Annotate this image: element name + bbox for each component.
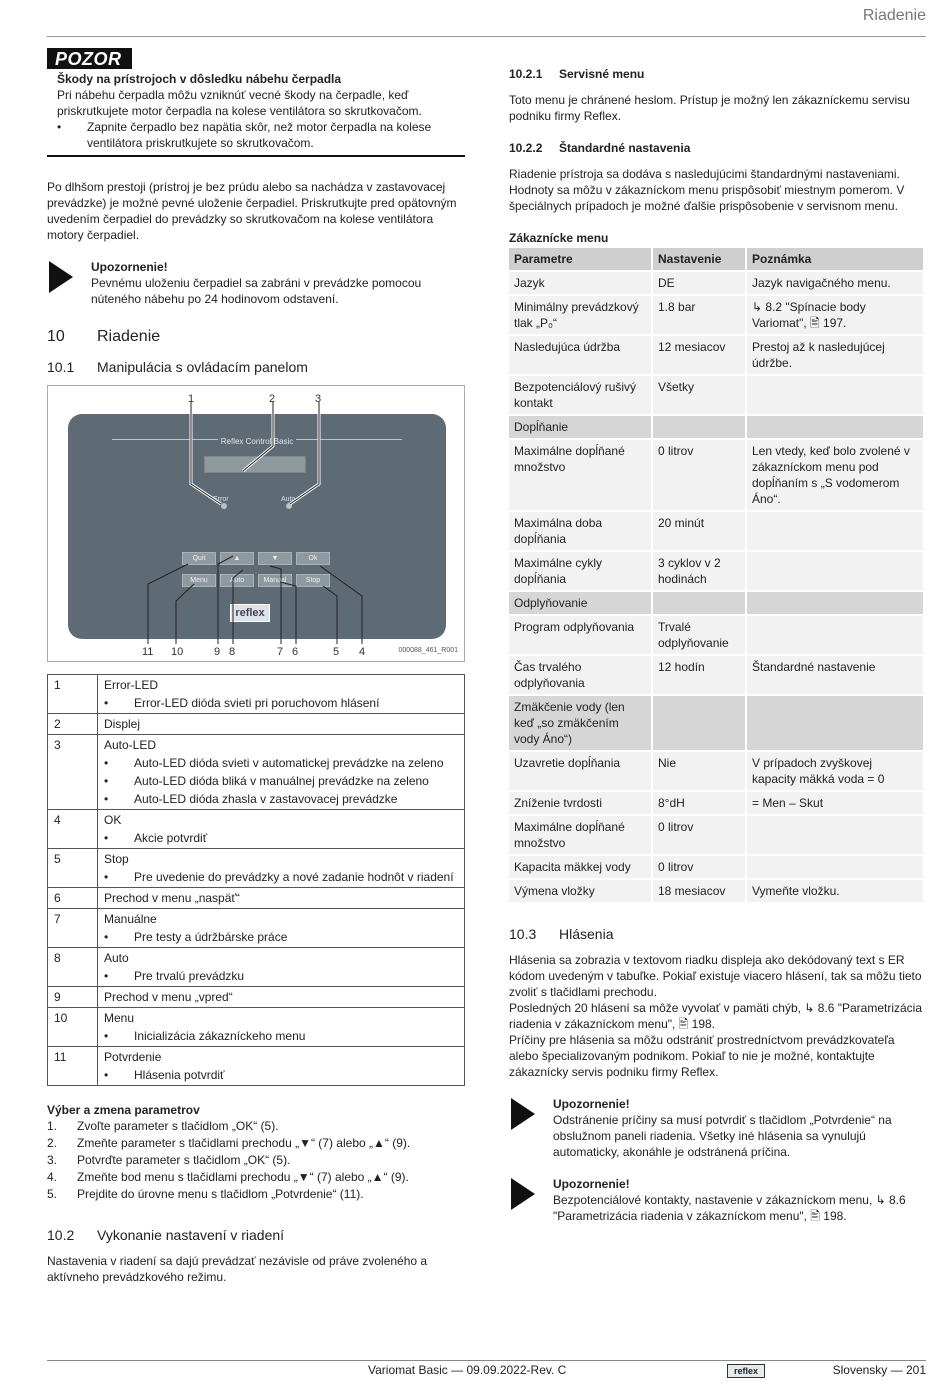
bullet-mark: •: [104, 774, 109, 788]
legend-description: [98, 849, 465, 888]
setting-cell: 20 minút: [653, 512, 745, 550]
note-cell: Štandardné nastavenie: [747, 656, 923, 694]
legend-description: [98, 909, 465, 948]
legend-label: Error-LED: [104, 678, 159, 692]
callout-5: 5: [333, 646, 340, 658]
section-10-2-1-heading: [509, 66, 927, 82]
step-item: [47, 1152, 465, 1169]
step-item: [47, 1135, 465, 1152]
parameter-cell: Odplyňovanie: [509, 592, 651, 614]
legend-number: 6: [48, 888, 98, 909]
section-10-1-num: 10.1: [47, 359, 75, 375]
warning-box: [47, 69, 465, 157]
legend-sub-text: Hlásenia potvrdiť: [134, 1068, 225, 1082]
parameter-cell: Program odplyňovania: [509, 616, 651, 654]
stop-button[interactable]: Stop: [296, 574, 330, 587]
legend-row: [48, 849, 465, 888]
legend-label: Stop: [104, 852, 129, 866]
setting-cell: Všetky: [653, 376, 745, 414]
note-arrow-icon: [511, 1178, 535, 1210]
ok-button[interactable]: Ok: [296, 552, 330, 565]
menu-button[interactable]: Menu: [182, 574, 216, 587]
manual-button[interactable]: Manual: [258, 574, 292, 587]
down-button[interactable]: ▼: [258, 552, 292, 565]
legend-sub-item: [104, 868, 458, 886]
legend-description: [98, 1008, 465, 1047]
section-10-2-2-text: Riadenie prístroja sa dodáva s nasledujúcimi štandardnými nastaveniami. Hodnoty sa môžu v zákazníckom menu prispôsobiť miestnym pomerom. V špeciálnych prípadoch je možné ďalšie prispôsobenie v servisnom menu.: [509, 167, 905, 213]
running-title: Riadenie: [862, 7, 926, 24]
parameter-cell: Dopĺňanie: [509, 416, 651, 438]
table-row: [509, 440, 923, 510]
setting-cell: [653, 696, 745, 750]
note-cell: Jazyk navigačného menu.: [747, 272, 923, 294]
setting-cell: Trvalé odplyňovanie: [653, 616, 745, 654]
legend-label: OK: [104, 813, 122, 827]
bullet-mark: •: [104, 969, 109, 983]
callout-7: 7: [277, 646, 284, 658]
table-row: [509, 552, 923, 590]
setting-cell: 12 hodín: [653, 656, 745, 694]
note-1-text: Pevnému uloženiu čerpadiel sa zabráni v prevádzke pomocou núteného nábehu po 24 hodinovom odstavení.: [91, 276, 422, 306]
legend-row: [48, 1008, 465, 1047]
legend-number: 9: [48, 987, 98, 1008]
quit-button[interactable]: Quit: [182, 552, 216, 565]
bullet-mark: •: [57, 120, 62, 134]
legend-description: [98, 987, 465, 1008]
reflex-logo: reflex: [230, 604, 270, 622]
legend-sub-item: [104, 772, 458, 790]
legend-sub-item: [104, 790, 458, 808]
legend-description: [98, 714, 465, 735]
legend-sub-text: Pre trvalú prevádzku: [134, 969, 245, 983]
note-cell: Vymeňte vložku.: [747, 880, 923, 902]
legend-row: [48, 1047, 465, 1086]
warning-bullet-text: Zapnite čerpadlo bez napätia skôr, než motor čerpadla na kolese ventilátora priskrutkujete so skrutkovačom.: [87, 120, 432, 150]
setting-cell: 0 litrov: [653, 856, 745, 878]
section-10-2-heading: [47, 1227, 465, 1243]
legend-sub-text: Auto-LED dióda zhasla v zastavovacej prevádzke: [134, 792, 398, 806]
note-3-title: Upozornenie!: [553, 1177, 630, 1191]
note-arrow-icon: [511, 1098, 535, 1130]
legend-sub-item: [104, 1027, 458, 1045]
table-group-row: [509, 696, 923, 750]
step-text: Potvrďte parameter s tlačidlom „OK“ (5).: [77, 1153, 291, 1167]
section-10-3-p2: Posledných 20 hlásení sa môže vyvolať v pamäti chýb, ↳ 8.6 "Parametrizácia riadenia v zákazníckom menu", 🖹 198.: [509, 1001, 923, 1031]
legend-label: Potvrdenie: [104, 1050, 162, 1064]
note-cell: [747, 512, 923, 550]
step-text: Zmeňte parameter s tlačidlami prechodu „▼“ (7) alebo „▲“ (9).: [77, 1136, 411, 1150]
table-row: [509, 336, 923, 374]
legend-label: Auto: [104, 951, 129, 965]
footer-page-info: Slovensky — 201: [832, 1363, 926, 1377]
setting-cell: 12 mesiacov: [653, 336, 745, 374]
step-item: [47, 1169, 465, 1186]
table-row: [509, 816, 923, 854]
legend-number: 1: [48, 675, 98, 714]
note-3: [509, 1176, 927, 1224]
legend-label: Prechod v menu „naspäť“: [104, 891, 240, 905]
legend-sub-text: Auto-LED dióda bliká v manuálnej prevádzke na zeleno: [134, 774, 429, 788]
table-row: [509, 272, 923, 294]
callout-1: 1: [188, 393, 195, 405]
legend-label: Displej: [104, 717, 141, 731]
note-cell: [747, 416, 923, 438]
table-group-row: [509, 416, 923, 438]
note-2-title: Upozornenie!: [553, 1097, 630, 1111]
setting-cell: Nie: [653, 752, 745, 790]
setting-cell: 1.8 bar: [653, 296, 745, 334]
legend-sub-item: [104, 694, 458, 712]
left-column: [47, 48, 465, 1285]
right-column: [509, 66, 927, 1224]
parameter-cell: Maximálne cykly dopĺňania: [509, 552, 651, 590]
legend-sub-item: [104, 829, 458, 847]
table-row: [509, 656, 923, 694]
bullet-mark: •: [104, 792, 109, 806]
table-row: [509, 296, 923, 334]
legend-row: [48, 735, 465, 810]
parameter-cell: Maximálne dopĺňané množstvo: [509, 440, 651, 510]
legend-label: Menu: [104, 1011, 135, 1025]
up-button[interactable]: ▲: [220, 552, 254, 565]
header-poznamka: Poznámka: [747, 248, 923, 270]
parameter-cell: Výmena vložky: [509, 880, 651, 902]
legend-label: Auto-LED: [104, 738, 157, 752]
note-cell: [747, 816, 923, 854]
step-number: 1.: [47, 1119, 58, 1133]
parameter-cell: Bezpotenciálový rušivý kontakt: [509, 376, 651, 414]
section-10-2-2-title: Štandardné nastavenia: [559, 141, 691, 155]
parameter-cell: Maximálne dopĺňané množstvo: [509, 816, 651, 854]
legend-sub-item: [104, 928, 458, 946]
header-parametre: Parametre: [509, 248, 651, 270]
note-cell: [747, 616, 923, 654]
note-cell: [747, 856, 923, 878]
table-row: [509, 512, 923, 550]
section-10-2-1-num: 10.2.1: [509, 67, 543, 81]
steps-list: [47, 1118, 465, 1203]
footer-doc-info: Variomat Basic — 09.09.2022-Rev. C: [368, 1363, 567, 1377]
section-10-3-title: Hlásenia: [559, 926, 614, 942]
parameter-cell: Maximálna doba dopĺňania: [509, 512, 651, 550]
steps-title: Výber a zmena parametrov: [47, 1103, 200, 1117]
note-2: [509, 1096, 927, 1160]
legend-description: [98, 810, 465, 849]
step-number: 5.: [47, 1187, 58, 1201]
warning-text: Pri nábehu čerpadla môžu vzniknúť vecné škody na čerpadle, keď priskrutkujete motor čerpadla na kolese ventilátora so skrutkovačom.: [57, 88, 422, 118]
footer-reflex-logo: reflex: [727, 1364, 765, 1378]
bullet-mark: •: [104, 696, 109, 710]
table-row: [509, 792, 923, 814]
note-cell: [747, 552, 923, 590]
section-10-num: 10: [47, 328, 65, 345]
setting-cell: 18 mesiacov: [653, 880, 745, 902]
bullet-mark: •: [104, 930, 109, 944]
legend-row: [48, 888, 465, 909]
bullet-mark: •: [104, 831, 109, 845]
legend-row: [48, 987, 465, 1008]
table-row: [509, 856, 923, 878]
warning-tag: POZOR: [47, 48, 132, 69]
step-item: [47, 1186, 465, 1203]
step-number: 4.: [47, 1170, 58, 1184]
legend-sub-text: Akcie potvrdiť: [134, 831, 208, 845]
legend-table: [47, 674, 465, 1086]
customer-menu-table: [507, 246, 925, 904]
panel-title: Reflex Control Basic: [220, 437, 294, 446]
parameter-cell: Zmäkčenie vody (len keď „so zmäkčením vody Áno“): [509, 696, 651, 750]
legend-number: 4: [48, 810, 98, 849]
setting-cell: 3 cyklov v 2 hodinách: [653, 552, 745, 590]
bullet-mark: •: [104, 870, 109, 884]
parameter-cell: Zníženie tvrdosti: [509, 792, 651, 814]
table-row: [509, 880, 923, 902]
step-item: [47, 1118, 465, 1135]
section-10-2-1-text: Toto menu je chránené heslom. Prístup je možný len zákazníckemu servisu podniku firmy Reflex.: [509, 93, 910, 123]
table-row: [509, 376, 923, 414]
setting-cell: [653, 592, 745, 614]
section-10-heading: [47, 329, 465, 345]
table-group-row: [509, 592, 923, 614]
section-10-3-p3: Príčiny pre hlásenia sa môžu odstrániť prostredníctvom prevádzkovateľa alebo špecializovaným podnikom. Pokiaľ to nie je možné, kontaktujte zákaznícky servis podniku firmy Reflex.: [509, 1033, 895, 1079]
section-10-1-heading: [47, 359, 465, 375]
legend-row: [48, 909, 465, 948]
step-text: Prejdite do úrovne menu s tlačidlom „Potvrdenie“ (11).: [77, 1187, 364, 1201]
led-auto-label: Auto: [281, 496, 296, 503]
legend-row: [48, 714, 465, 735]
section-10-3-heading: [509, 926, 927, 942]
parameter-cell: Nasledujúca údržba: [509, 336, 651, 374]
legend-row: [48, 810, 465, 849]
section-10-1-title: Manipulácia s ovládacím panelom: [97, 359, 308, 375]
callout-10: 10: [171, 646, 184, 658]
setting-cell: 8°dH: [653, 792, 745, 814]
step-number: 3.: [47, 1153, 58, 1167]
callout-11: 11: [142, 646, 154, 658]
legend-number: 3: [48, 735, 98, 810]
legend-label: Manuálne: [104, 912, 157, 926]
parameter-cell: Uzavretie dopĺňania: [509, 752, 651, 790]
legend-description: [98, 888, 465, 909]
legend-number: 7: [48, 909, 98, 948]
legend-description: [98, 675, 465, 714]
section-10-2-2-heading: [509, 140, 927, 156]
callout-3: 3: [315, 393, 322, 405]
note-cell: Len vtedy, keď bolo zvolené v zákazníckom menu pod dopĺňaním s „S vodomerom Áno“.: [747, 440, 923, 510]
legend-number: 2: [48, 714, 98, 735]
legend-number: 10: [48, 1008, 98, 1047]
warning-bullet: [57, 119, 465, 151]
note-cell: ↳ 8.2 "Spínacie body Variomat", 🖹 197.: [747, 296, 923, 334]
parameter-cell: Čas trvalého odplyňovania: [509, 656, 651, 694]
note-2-text: Odstránenie príčiny sa musí potvrdiť s tlačidlom „Potvrdenie“ na obslužnom paneli riadenia. Všetky iné hlásenia sa vynulujú automaticky, akonáhle je odstránená príčina.: [553, 1113, 892, 1159]
note-cell: V prípadoch zvyškovej kapacity mäkká voda = 0: [747, 752, 923, 790]
warning-title: Škody na prístrojoch v dôsledku nábehu čerpadla: [57, 72, 342, 86]
footer-rule: [47, 1360, 926, 1361]
step-text: Zvoľte parameter s tlačidlom „OK“ (5).: [77, 1119, 279, 1133]
note-1: [47, 259, 465, 307]
header-nastavenie: Nastavenie: [653, 248, 745, 270]
figure-id: 000088_461_R001: [398, 647, 458, 654]
callout-8: 8: [229, 646, 236, 658]
callout-4: 4: [359, 646, 366, 658]
table-row: [509, 616, 923, 654]
control-panel-figure: [47, 385, 465, 662]
led-error-label: Error: [213, 496, 229, 503]
legend-sub-item: [104, 967, 458, 985]
legend-row: [48, 948, 465, 987]
section-10-3-p1: Hlásenia sa zobrazia v textovom riadku displeja ako dekódovaný text s ER kódom uvedeným v tabuľke. Pokiaľ existuje viacero hlásení, tak sa môžu tieto zvoliť s tlačidlami prechodu.: [509, 953, 922, 999]
note-cell: Prestoj až k nasledujúcej údržbe.: [747, 336, 923, 374]
section-10-2-2-num: 10.2.2: [509, 141, 543, 155]
legend-description: [98, 948, 465, 987]
legend-description: [98, 735, 465, 810]
legend-sub-text: Pre uvedenie do prevádzky a nové zadanie hodnôt v riadení: [134, 870, 454, 884]
bullet-mark: •: [104, 756, 109, 770]
bullet-mark: •: [104, 1029, 109, 1043]
legend-sub-text: Pre testy a údržbárske práce: [134, 930, 288, 944]
table-header-row: [509, 248, 923, 270]
setting-cell: DE: [653, 272, 745, 294]
legend-label: Prechod v menu „vpred“: [104, 990, 233, 1004]
note-3-text: Bezpotenciálové kontakty, nastavenie v zákazníckom menu, ↳ 8.6 "Parametrizácia riadenia v zákazníckom menu", 🖹 198.: [553, 1193, 906, 1223]
legend-number: 5: [48, 849, 98, 888]
auto-button[interactable]: Auto: [220, 574, 254, 587]
legend-number: 11: [48, 1047, 98, 1086]
legend-number: 8: [48, 948, 98, 987]
step-number: 2.: [47, 1136, 58, 1150]
legend-sub-item: [104, 754, 458, 772]
menu-table-title: Zákaznícke menu: [509, 231, 609, 245]
parameter-cell: Minimálny prevádzkový tlak „P₀“: [509, 296, 651, 334]
section-10-3-num: 10.3: [509, 926, 537, 942]
note-arrow-icon: [49, 261, 73, 293]
legend-description: [98, 1047, 465, 1086]
note-cell: = Men – Skut: [747, 792, 923, 814]
bullet-mark: •: [104, 1068, 109, 1082]
section-10-2-title: Vykonanie nastavení v riadení: [97, 1227, 285, 1243]
section-10-title: Riadenie: [97, 328, 161, 345]
note-1-title: Upozornenie!: [91, 260, 168, 274]
callout-lines: [48, 386, 466, 663]
section-10-2-1-title: Servisné menu: [559, 67, 645, 81]
legend-sub-text: Inicializácia zákazníckeho menu: [134, 1029, 306, 1043]
top-rule: [47, 36, 926, 37]
callout-6: 6: [292, 646, 299, 658]
legend-sub-item: [104, 1066, 458, 1084]
callout-9: 9: [214, 646, 221, 658]
legend-row: [48, 675, 465, 714]
legend-sub-text: Error-LED dióda svieti pri poruchovom hlásení: [134, 696, 380, 710]
note-cell: [747, 592, 923, 614]
note-cell: [747, 696, 923, 750]
intro-paragraph: Po dlhšom prestoji (prístroj je bez prúdu alebo sa nachádza v zastavovacej prevádzke) je možné pevné uloženie čerpadiel. Priskrutkujte pred opätovným uvedením čerpadiel do prevádzky so skrutkovačom na kolese ventilátora motory čerpadiel.: [47, 180, 457, 242]
setting-cell: 0 litrov: [653, 440, 745, 510]
note-cell: [747, 376, 923, 414]
step-text: Zmeňte bod menu s tlačidlami prechodu „▼“ (7) alebo „▲“ (9).: [77, 1170, 409, 1184]
setting-cell: [653, 416, 745, 438]
section-10-2-num: 10.2: [47, 1227, 75, 1243]
callout-2: 2: [269, 393, 276, 405]
table-row: [509, 752, 923, 790]
setting-cell: 0 litrov: [653, 816, 745, 854]
parameter-cell: Kapacita mäkkej vody: [509, 856, 651, 878]
parameter-cell: Jazyk: [509, 272, 651, 294]
legend-sub-text: Auto-LED dióda svieti v automatickej prevádzke na zeleno: [134, 756, 444, 770]
section-10-2-text: Nastavenia v riadení sa dajú prevádzať nezávisle od práve zvoleného a aktívneho prevádzkového režimu.: [47, 1254, 428, 1284]
